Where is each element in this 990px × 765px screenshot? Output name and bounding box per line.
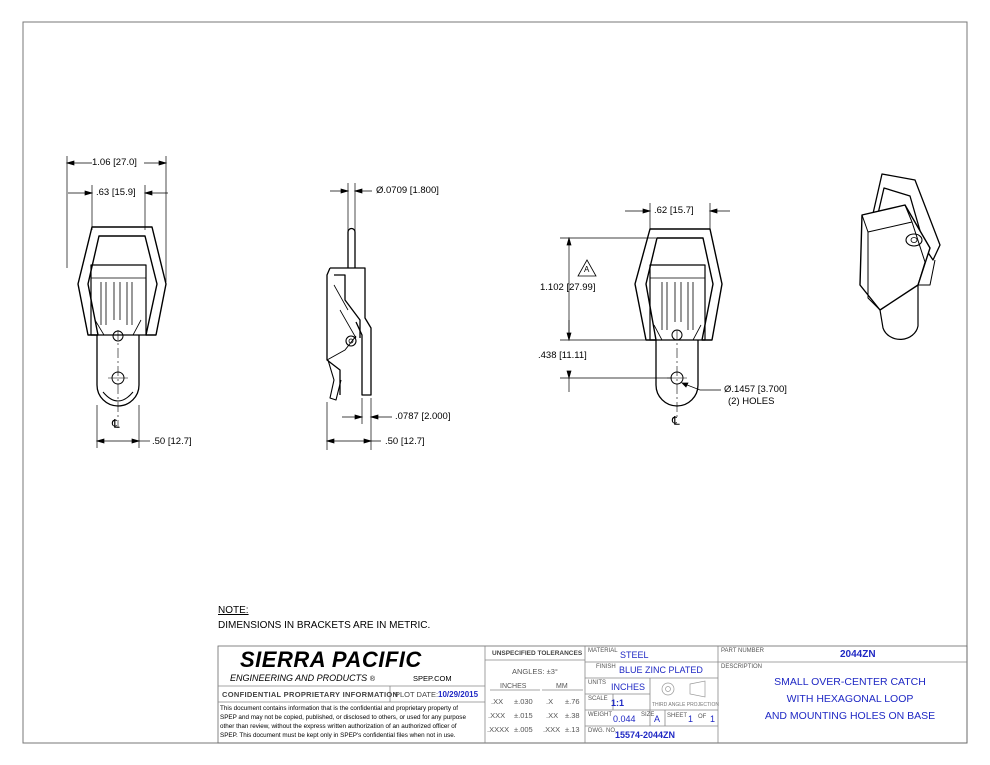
company-name: SIERRA PACIFIC [240, 647, 422, 672]
dim-hole-quantity: (2) HOLES [728, 396, 775, 407]
dim-wire-diameter: Ø.0709 [1.800] [376, 185, 439, 196]
disclaimer-line: other than review, without the express written authorization of an authorized officer of [220, 723, 457, 730]
units-value: INCHES [611, 682, 646, 692]
side-view-dimensions [327, 183, 392, 450]
confidential-label: CONFIDENTIAL PROPRIETARY INFORMATION [222, 690, 399, 699]
note-heading: NOTE: [218, 605, 249, 616]
angles-tolerance: ANGLES: ±3° [512, 667, 558, 676]
part-number-label: PART NUMBER [721, 648, 765, 654]
sheet-border [23, 22, 967, 743]
dim-rear-top-width: .62 [15.7] [654, 205, 694, 216]
dim-side-thickness: .0787 [2.000] [395, 411, 451, 422]
front-view-centerlines [108, 330, 128, 428]
third-angle-projection-symbol [662, 681, 705, 697]
plot-date-value: 10/29/2015 [438, 690, 479, 699]
mm-header: MM [556, 683, 568, 690]
plot-date-label: PLOT DATE: [395, 690, 439, 699]
description-label: DESCRIPTION [721, 664, 763, 670]
tol-mm-value: ±.38 [565, 711, 580, 720]
rear-centerline-symbol: ℄ [672, 414, 680, 428]
tol-inch-value: ±.015 [514, 711, 533, 720]
tol-mm-key: .XX [546, 711, 559, 720]
confidential-disclaimer [220, 704, 466, 740]
dim-side-bottom: .50 [12.7] [385, 436, 425, 447]
material-label: MATERIAL [588, 648, 618, 654]
isometric-view [860, 174, 940, 339]
dwg-no-value: 15574-2044ZN [615, 730, 676, 740]
material-value: STEEL [620, 650, 649, 660]
units-label: UNITS [588, 680, 606, 686]
tol-inch-value: ±.005 [514, 725, 533, 734]
tolerances-header: UNSPECIFIED TOLERANCES [492, 650, 583, 657]
inches-header: INCHES [500, 683, 527, 690]
tol-mm-value: ±.13 [565, 725, 580, 734]
dim-rear-hole-offset: .438 [11.11] [538, 350, 587, 361]
projection-label: THIRD ANGLE PROJECTION [652, 702, 719, 708]
tol-mm-key: .X [546, 697, 554, 706]
size-label: SIZE [641, 712, 655, 718]
scale-value: 1:1 [611, 698, 625, 708]
of-label: OF [698, 714, 707, 720]
dim-front-width: 1.06 [27.0] [92, 157, 137, 168]
tol-mm-key: .XXX [543, 725, 561, 734]
sheet-value: 1 [688, 714, 694, 724]
front-view [78, 227, 166, 406]
disclaimer-line: This document contains information that is the confidential and proprietary property of [220, 705, 459, 712]
weight-label: WEIGHT [588, 712, 612, 718]
description-line: SMALL OVER-CENTER CATCH [774, 676, 926, 688]
dwg-no-label: DWG. NO. [588, 728, 617, 734]
dim-hole-diameter: Ø.1457 [3.700] [724, 384, 787, 395]
tol-mm-value: ±.76 [565, 697, 580, 706]
scale-label: SCALE [588, 696, 608, 702]
rear-view [635, 229, 722, 406]
rear-view-centerlines [667, 330, 687, 420]
tol-inch-key: .XXXX [487, 725, 510, 734]
tol-inch-value: ±.030 [514, 697, 533, 706]
company-website: SPEP.COM [413, 674, 452, 683]
disclaimer-line: SPEP and may not be copied, published, or disclosed to others, or used for any purpose [220, 714, 466, 721]
description [740, 674, 960, 725]
part-number-value: 2044ZN [840, 649, 876, 660]
datum-tag: A [584, 265, 590, 274]
tol-inch-key: .XXX [488, 711, 506, 720]
side-view [327, 229, 371, 400]
dim-rear-height: 1.102 [27.99] [540, 282, 596, 293]
tol-inch-key: .XX [491, 697, 504, 706]
sheet-total-value: 1 [710, 714, 716, 724]
sheet-label: SHEET [667, 713, 688, 719]
finish-value: BLUE ZINC PLATED [619, 665, 703, 675]
weight-value: 0.044 [613, 714, 636, 724]
company-subtitle: ENGINEERING AND PRODUCTS ® [230, 673, 375, 683]
finish-label: FINISH [596, 664, 616, 670]
description-line: AND MOUNTING HOLES ON BASE [764, 710, 936, 722]
dim-front-bottom-width: .50 [12.7] [152, 436, 192, 447]
note-metric: DIMENSIONS IN BRACKETS ARE IN METRIC. [218, 620, 431, 631]
front-centerline-symbol: ℄ [112, 417, 120, 431]
size-value: A [654, 714, 661, 724]
disclaimer-line: SPEP. This document must be kept only in SPEP's confidential files when not in use. [220, 732, 456, 739]
dim-front-inner-width: .63 [15.9] [96, 187, 136, 198]
description-line: WITH HEXAGONAL LOOP [786, 693, 914, 705]
